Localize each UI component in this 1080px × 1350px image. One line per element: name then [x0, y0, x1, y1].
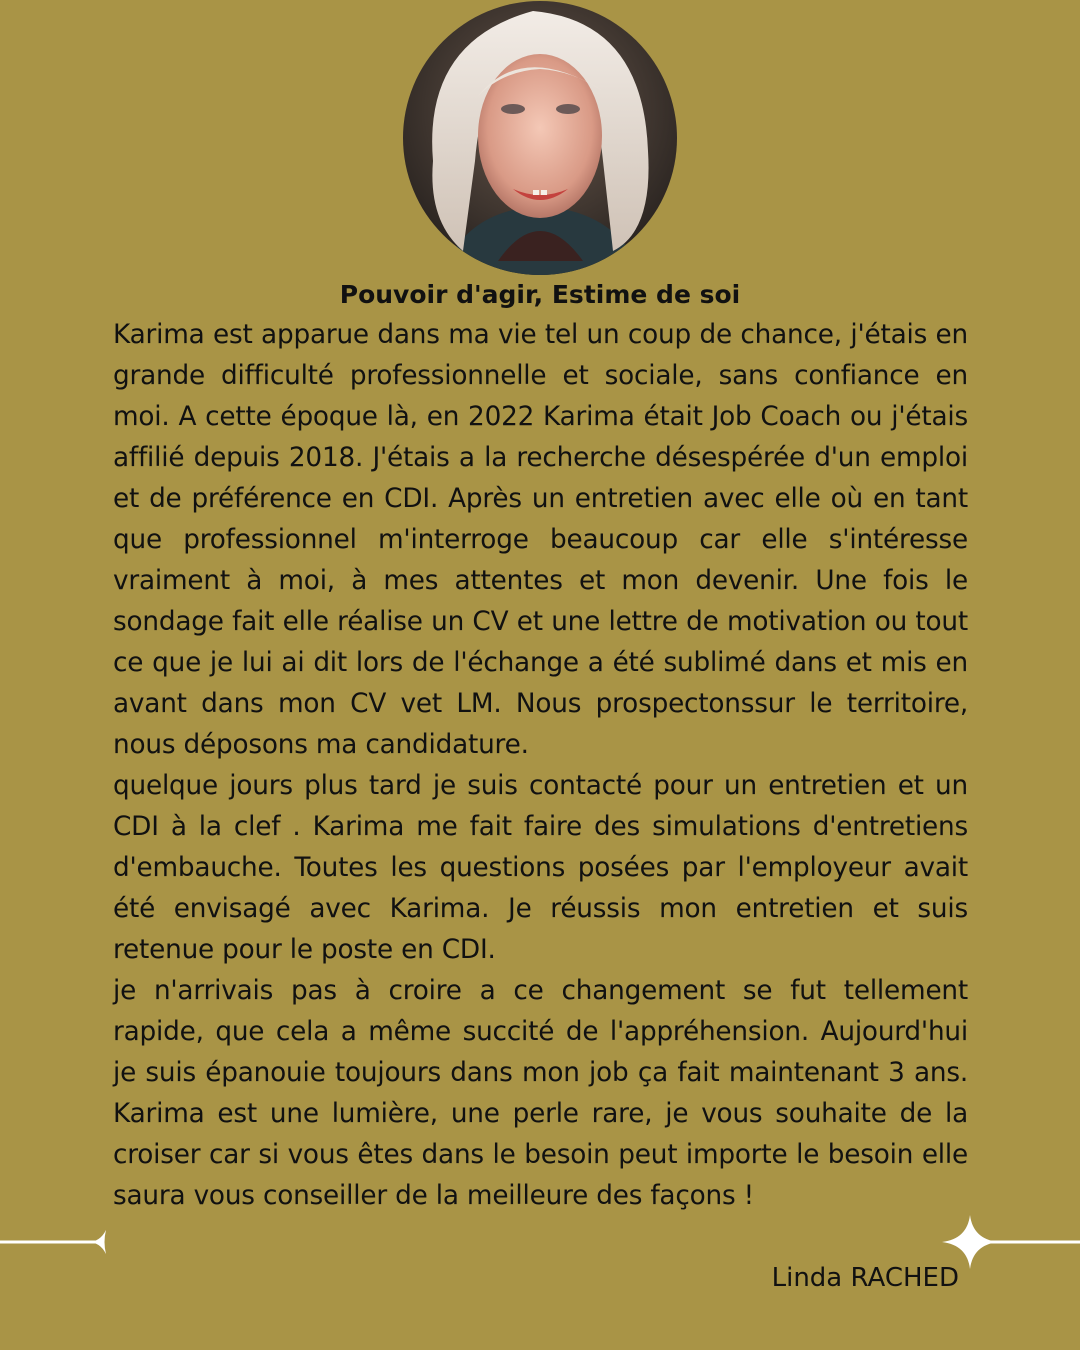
testimonial-paragraph: je n'arrivais pas à croire a ce changement se fut tellement rapide, que cela a même succité de l'appréhension. Aujourd'hui je suis épanouie toujours dans mon job ça fait maintenant 3 ans. Karima est une lumière, une perle rare, je vous souhaite de la croiser car si vous êtes dans le besoin peut importe le besoin elle saura vous conseiller de la meilleure des façons ! [113, 976, 968, 1211]
sparkle-star-icon [940, 1213, 1080, 1271]
portrait-photo [403, 1, 677, 275]
testimonial-paragraph: quelque jours plus tard je suis contacté pour un entretien et un CDI à la clef . Karima me fait faire des simulations d'entretiens d'embauche. Toutes les questions posées par l'employeur avait été envisagé avec Karima. Je réussis mon entretien et suis retenue pour le poste en CDI. [113, 771, 968, 965]
page-title: Pouvoir d'agir, Estime de soi [339, 280, 741, 309]
author-signature: Linda RACHED [771, 1263, 959, 1293]
line-arrow-icon [0, 1228, 110, 1256]
testimonial-text [113, 315, 968, 1217]
testimonial-paragraph: Karima est apparue dans ma vie tel un coup de chance, j'étais en grande difficulté professionnelle et sociale, sans confiance en moi. A cette époque là, en 2022 Karima était Job Coach ou j'étais affilié depuis 2018. J'étais a la recherche désespérée d'un emploi et de préférence en CDI. Après un entretien avec elle où en tant que professionnel m'interroge beaucoup car elle s'intéresse vraiment à moi, à mes attentes et mon devenir. Une fois le sondage fait elle réalise un CV et une lettre de motivation ou tout ce que je lui ai dit lors de l'échange a été sublimé dans et mis en avant dans mon CV vet LM. Nous prospectonssur le territoire, nous déposons ma candidature. [113, 320, 968, 760]
